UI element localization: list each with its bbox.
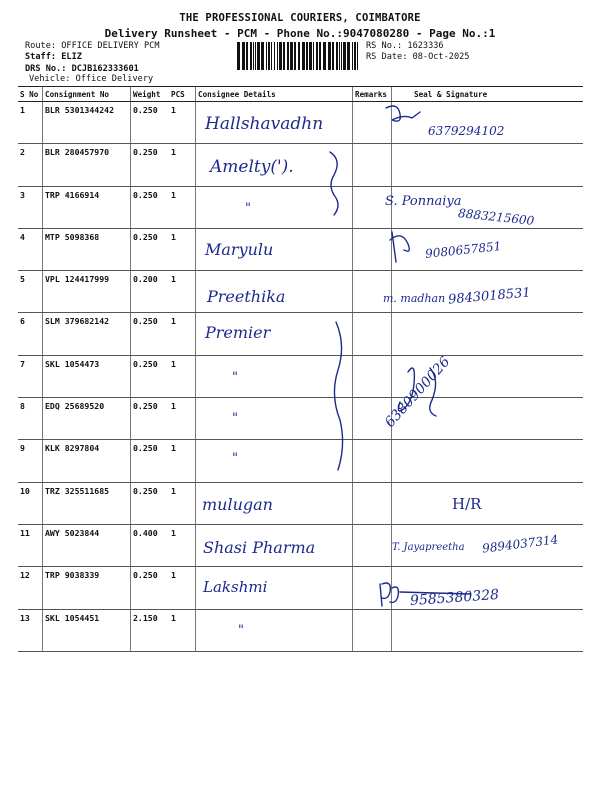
- row-consignee-cell: [196, 440, 353, 482]
- row-weight: 2.150: [131, 609, 170, 651]
- row-consignment-no: VPL 124417999: [43, 271, 131, 313]
- row-remarks-cell: [353, 567, 392, 609]
- table-row: [18, 440, 583, 482]
- row-sno: 8: [18, 398, 43, 440]
- row-consignment-no: AWY 5023844: [43, 524, 131, 566]
- table-row: [18, 482, 583, 524]
- row-pcs: 1: [169, 186, 196, 228]
- row-weight: 0.250: [131, 186, 170, 228]
- hw-phone-1: 6379294102: [428, 124, 505, 138]
- row-weight: 0.200: [131, 271, 170, 313]
- row-consignment-no: BLR 5301344242: [43, 102, 131, 144]
- col-signature: Seal & Signature: [392, 87, 584, 102]
- row-consignment-no: SKL 1054451: [43, 609, 131, 651]
- table-row: [18, 398, 583, 440]
- row-sno: 5: [18, 271, 43, 313]
- row-pcs: 1: [169, 355, 196, 397]
- hw-consignee-13: ": [238, 623, 244, 638]
- table-row: [18, 609, 583, 651]
- col-pcs: PCS: [169, 87, 196, 102]
- row-signature-cell: [392, 398, 584, 440]
- row-weight: 0.250: [131, 102, 170, 144]
- row-pcs: 1: [169, 567, 196, 609]
- row-consignment-no: KLK 8297804: [43, 440, 131, 482]
- col-weight: Weight: [131, 87, 170, 102]
- col-sno: S No: [18, 87, 43, 102]
- hw-signature-5: m. madhan: [383, 292, 446, 305]
- row-remarks-cell: [353, 609, 392, 651]
- col-consignment: Consignment No: [43, 87, 131, 102]
- row-weight: 0.400: [131, 524, 170, 566]
- hw-phone-6: 9585380328: [409, 586, 500, 610]
- row-weight: 0.250: [131, 482, 170, 524]
- row-sno: 11: [18, 524, 43, 566]
- row-remarks-cell: [353, 144, 392, 186]
- row-weight: 0.250: [131, 144, 170, 186]
- row-sno: 3: [18, 186, 43, 228]
- row-pcs: 1: [169, 228, 196, 270]
- col-remarks: Remarks: [353, 87, 392, 102]
- hw-consignee-11: Shasi Pharma: [203, 538, 316, 557]
- table-header-row: [18, 87, 583, 102]
- row-signature-cell: [392, 144, 584, 186]
- hw-consignee-2: Amelty(').: [210, 157, 294, 177]
- row-sno: 2: [18, 144, 43, 186]
- row-pcs: 1: [169, 144, 196, 186]
- row-pcs: 1: [169, 440, 196, 482]
- row-sno: 9: [18, 440, 43, 482]
- barcode-image: [236, 42, 362, 70]
- row-sno: 10: [18, 482, 43, 524]
- hw-consignee-9: ": [232, 451, 238, 466]
- row-remarks-cell: [353, 355, 392, 397]
- row-consignment-no: MTP 5098368: [43, 228, 131, 270]
- hw-consignee-5: Preethika: [207, 287, 286, 306]
- row-consignee-cell: [196, 186, 353, 228]
- row-weight: 0.250: [131, 228, 170, 270]
- row-sno: 6: [18, 313, 43, 355]
- row-remarks-cell: [353, 228, 392, 270]
- row-remarks-cell: [353, 482, 392, 524]
- rs-date: RS Date: 08-Oct-2025: [366, 52, 470, 62]
- hw-consignee-4: Maryulu: [205, 240, 274, 259]
- row-weight: 0.250: [131, 440, 170, 482]
- hw-consignee-7: ": [232, 370, 238, 385]
- row-remarks-cell: [353, 102, 392, 144]
- hw-phone-7: 6380900026: [382, 353, 454, 431]
- hw-phone-4: 9843018531: [447, 285, 532, 308]
- row-consignment-no: EDQ 25689520: [43, 398, 131, 440]
- row-consignment-no: SLM 379682142: [43, 313, 131, 355]
- row-pcs: 1: [169, 271, 196, 313]
- row-signature-cell: [392, 440, 584, 482]
- row-pcs: 1: [169, 102, 196, 144]
- row-pcs: 1: [169, 482, 196, 524]
- company-title: THE PROFESSIONAL COURIERS, COIMBATORE: [179, 12, 421, 24]
- row-pcs: 1: [169, 609, 196, 651]
- row-consignment-no: TRZ 325511685: [43, 482, 131, 524]
- hw-consignee-3: ": [245, 201, 251, 216]
- row-sno: 12: [18, 567, 43, 609]
- row-signature-cell: [392, 609, 584, 651]
- row-consignment-no: TRP 4166914: [43, 186, 131, 228]
- hw-consignee-10: mulugan: [202, 495, 273, 514]
- row-sno: 4: [18, 228, 43, 270]
- hw-consignee-1: Hallshavadhn: [205, 114, 324, 134]
- row-consignee-cell: [196, 398, 353, 440]
- hw-phone-3: 9080657851: [424, 239, 502, 261]
- row-sno: 7: [18, 355, 43, 397]
- runsheet-table: [18, 86, 583, 652]
- row-signature-cell: [392, 482, 584, 524]
- row-consignment-no: TRP 9038339: [43, 567, 131, 609]
- row-sno: 13: [18, 609, 43, 651]
- row-pcs: 1: [169, 313, 196, 355]
- row-remarks-cell: [353, 313, 392, 355]
- row-consignment-no: SKL 1054473: [43, 355, 131, 397]
- row-remarks-cell: [353, 440, 392, 482]
- route-label: Route: OFFICE DELIVERY PCM: [25, 41, 160, 51]
- staff-label: Staff: ELIZ: [25, 52, 82, 62]
- col-consignee: Consignee Details: [196, 87, 353, 102]
- table-row: [18, 355, 583, 397]
- row-consignment-no: BLR 280457970: [43, 144, 131, 186]
- row-pcs: 1: [169, 524, 196, 566]
- row-sno: 1: [18, 102, 43, 144]
- hw-phone-5: 9894037314: [481, 532, 559, 556]
- hw-phone-2: 8883215600: [457, 206, 535, 228]
- table-row: [18, 144, 583, 186]
- hw-signature-3: S. Ponnaiya: [385, 194, 462, 209]
- row-pcs: 1: [169, 398, 196, 440]
- row-weight: 0.250: [131, 567, 170, 609]
- row-consignee-cell: [196, 355, 353, 397]
- hw-remark-hr: H/R: [452, 495, 482, 513]
- row-remarks-cell: [353, 524, 392, 566]
- hw-consignee-12: Lakshmi: [203, 578, 268, 596]
- drs-number: DRS No.: DCJB162333601: [25, 64, 139, 74]
- hw-signature-11: T. Jayapreetha: [392, 542, 465, 553]
- rs-number: RS No.: 1623336: [366, 41, 444, 51]
- hw-consignee-6: Premier: [205, 323, 271, 342]
- row-signature-cell: [392, 313, 584, 355]
- row-weight: 0.250: [131, 355, 170, 397]
- row-weight: 0.250: [131, 398, 170, 440]
- row-weight: 0.250: [131, 313, 170, 355]
- vehicle-label: Vehicle: Office Delivery: [29, 74, 154, 84]
- table-row: [18, 313, 583, 355]
- hw-consignee-8: ": [232, 411, 238, 426]
- row-consignee-cell: [196, 609, 353, 651]
- runsheet-title: Delivery Runsheet - PCM - Phone No.:9047080280 - Page No.:1: [104, 27, 496, 40]
